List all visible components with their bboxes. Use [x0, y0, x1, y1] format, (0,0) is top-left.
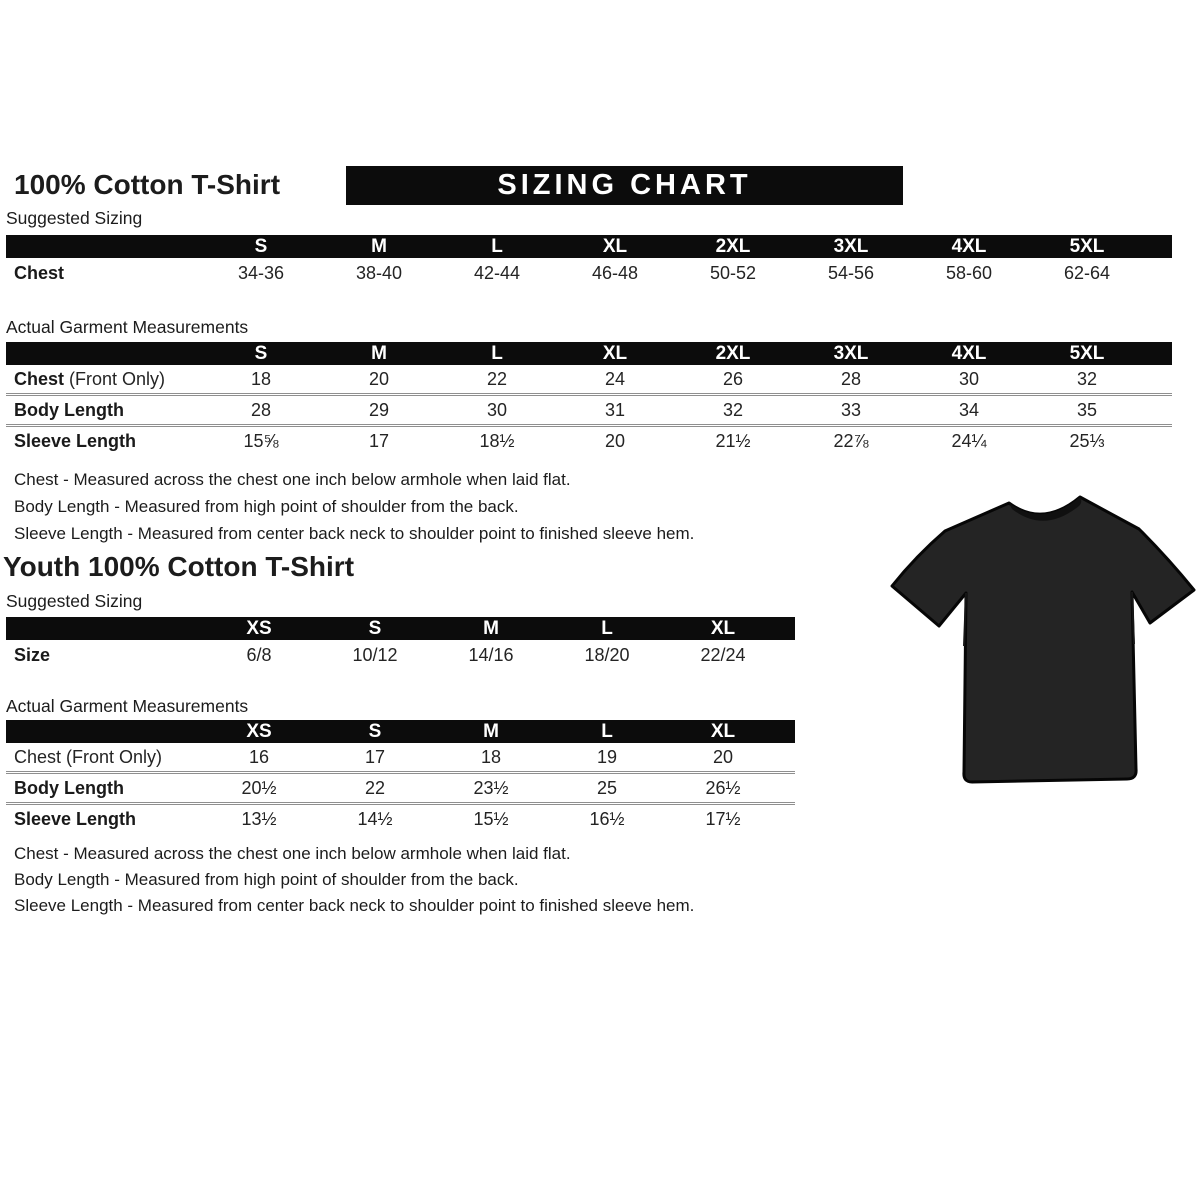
- size-header-cell: L: [491, 342, 503, 364]
- measurement-cell: 28: [840, 368, 862, 389]
- adult-suggested-table-wrap: [6, 235, 1172, 289]
- header-spacer-cell: [1146, 342, 1172, 365]
- size-header-cell: S: [368, 617, 382, 639]
- sizing-chart-banner: [346, 166, 903, 205]
- measurement-cell: 42-44: [473, 263, 521, 283]
- measurement-cell: 22⅞: [792, 426, 910, 456]
- measurement-cell: 17: [320, 426, 438, 456]
- size-header-cell: XL: [602, 342, 628, 364]
- measurement-cell: 33: [792, 395, 910, 426]
- measurement-cell: 18½: [438, 426, 556, 456]
- size-header-cell: M: [483, 617, 499, 639]
- row-spacer-cell: [781, 804, 795, 834]
- measurement-cell: 20½: [201, 773, 317, 804]
- size-header-cell: L: [491, 235, 503, 257]
- size-header-cell: 5XL: [1069, 342, 1105, 364]
- measurement-cell: 18/20: [584, 645, 630, 665]
- measurement-cell: 32: [1076, 368, 1098, 389]
- size-header-cell: 2XL: [715, 235, 751, 257]
- measurement-cell: 24: [604, 368, 626, 389]
- size-header-cell: S: [254, 235, 268, 257]
- note-chest: Chest - Measured across the chest one inch below armhole when laid flat.: [14, 470, 571, 489]
- row-label: Sleeve Length: [6, 804, 201, 834]
- youth-actual-table-wrap: [6, 720, 795, 833]
- measurement-cell: 58-60: [945, 263, 993, 283]
- row-spacer-cell: [1146, 258, 1172, 289]
- measurement-row: [6, 743, 795, 773]
- size-header-row: [6, 720, 795, 743]
- header-corner-cell: [6, 342, 202, 365]
- measurement-cell: 30: [438, 395, 556, 426]
- note-body-length: Body Length - Measured from high point of shoulder from the back.: [14, 870, 519, 889]
- measurement-cell: 38-40: [355, 263, 403, 283]
- size-header-cell: XS: [246, 720, 272, 742]
- size-header-row: [6, 235, 1172, 258]
- row-label: Chest: [14, 263, 65, 283]
- size-header-cell: XL: [710, 617, 736, 639]
- measurement-cell: 54-56: [827, 263, 875, 283]
- measurement-cell: 20: [556, 426, 674, 456]
- measurement-cell: 14/16: [468, 645, 514, 665]
- measurement-cell: 25: [549, 773, 665, 804]
- measurement-row: [6, 773, 795, 804]
- youth-suggested-table-wrap: [6, 617, 795, 671]
- measurement-cell: 18: [250, 368, 272, 389]
- row-spacer-cell: [781, 640, 795, 671]
- size-header-row: [6, 342, 1172, 365]
- measurement-row: [6, 395, 1172, 426]
- sizing-chart-banner-text: SIZING CHART: [497, 169, 752, 201]
- row-spacer-cell: [1146, 365, 1172, 395]
- size-header-cell: L: [601, 720, 613, 742]
- measurement-cell: 26: [722, 368, 744, 389]
- adult-actual-table-wrap: [6, 342, 1172, 455]
- measurement-row: [6, 365, 1172, 395]
- measurement-cell: 24¼: [910, 426, 1028, 456]
- row-label: Chest (Front Only): [14, 746, 163, 767]
- header-corner-cell: [6, 720, 201, 743]
- size-header-cell: S: [368, 720, 382, 742]
- measurement-cell: 34-36: [237, 263, 285, 283]
- measurement-row: [6, 426, 1172, 456]
- size-header-cell: 4XL: [951, 235, 987, 257]
- adult-notes: [14, 466, 694, 547]
- size-header-cell: S: [254, 342, 268, 364]
- youth-actual-label: Actual Garment Measurements: [6, 696, 249, 716]
- note-body-length: Body Length - Measured from high point of shoulder from the back.: [14, 497, 519, 516]
- measurement-cell: 18: [480, 746, 502, 767]
- note-sleeve-length: Sleeve Length - Measured from center back neck to shoulder point to finished sleeve hem.: [14, 896, 695, 915]
- row-spacer-cell: [1146, 395, 1172, 426]
- header-spacer-cell: [781, 617, 795, 640]
- measurement-cell: 20: [712, 746, 734, 767]
- adult-suggested-label: Suggested Sizing: [6, 208, 143, 228]
- tshirt-image: [886, 486, 1200, 800]
- row-label: Size: [14, 645, 51, 665]
- size-header-cell: XL: [602, 235, 628, 257]
- tshirt-body: [892, 497, 1194, 782]
- size-header-cell: M: [371, 342, 387, 364]
- row-label: Body Length: [6, 395, 202, 426]
- youth-title: Youth 100% Cotton T-Shirt: [3, 551, 355, 582]
- youth-actual-table: [6, 720, 795, 833]
- size-header-cell: L: [601, 617, 613, 639]
- size-header-cell: XL: [710, 720, 736, 742]
- measurement-cell: 35: [1028, 395, 1146, 426]
- row-label: Sleeve Length: [6, 426, 202, 456]
- measurement-cell: 26½: [665, 773, 781, 804]
- measurement-cell: 22: [317, 773, 433, 804]
- measurement-cell: 50-52: [709, 263, 757, 283]
- row-spacer-cell: [781, 743, 795, 773]
- measurement-cell: 6/8: [246, 645, 272, 665]
- measurement-cell: 30: [958, 368, 980, 389]
- measurement-row: [6, 258, 1172, 289]
- measurement-cell: 19: [596, 746, 618, 767]
- measurement-row: [6, 640, 795, 671]
- measurement-cell: 13½: [201, 804, 317, 834]
- measurement-row: [6, 804, 795, 834]
- measurement-cell: 20: [368, 368, 390, 389]
- size-header-cell: 4XL: [951, 342, 987, 364]
- row-spacer-cell: [1146, 426, 1172, 456]
- adult-title: 100% Cotton T-Shirt: [14, 169, 281, 200]
- measurement-cell: 15⅝: [202, 426, 320, 456]
- measurement-cell: 32: [674, 395, 792, 426]
- size-header-cell: 3XL: [833, 342, 869, 364]
- header-corner-cell: [6, 235, 202, 258]
- measurement-cell: 17½: [665, 804, 781, 834]
- measurement-cell: 29: [320, 395, 438, 426]
- youth-notes: [14, 841, 694, 919]
- adult-actual-label: Actual Garment Measurements: [6, 317, 249, 337]
- measurement-cell: 17: [364, 746, 386, 767]
- row-label: Body Length: [6, 773, 201, 804]
- note-sleeve-length: Sleeve Length - Measured from center back neck to shoulder point to finished sleeve hem.: [14, 524, 695, 543]
- size-header-cell: XS: [246, 617, 272, 639]
- measurement-cell: 28: [202, 395, 320, 426]
- measurement-cell: 25⅓: [1028, 426, 1146, 456]
- measurement-cell: 22: [486, 368, 508, 389]
- measurement-cell: 16: [248, 746, 270, 767]
- size-header-cell: 5XL: [1069, 235, 1105, 257]
- measurement-cell: 31: [556, 395, 674, 426]
- header-spacer-cell: [781, 720, 795, 743]
- header-corner-cell: [6, 617, 201, 640]
- size-header-cell: M: [483, 720, 499, 742]
- size-header-cell: 2XL: [715, 342, 751, 364]
- row-spacer-cell: [781, 773, 795, 804]
- measurement-cell: 62-64: [1063, 263, 1111, 283]
- measurement-cell: 14½: [317, 804, 433, 834]
- note-chest: Chest - Measured across the chest one inch below armhole when laid flat.: [14, 844, 571, 863]
- row-label: Chest (Front Only): [14, 368, 166, 389]
- header-spacer-cell: [1146, 235, 1172, 258]
- measurement-cell: 10/12: [352, 645, 398, 665]
- measurement-cell: 21½: [674, 426, 792, 456]
- youth-suggested-table: [6, 617, 795, 671]
- size-header-row: [6, 617, 795, 640]
- adult-actual-table: [6, 342, 1172, 455]
- measurement-cell: 15½: [433, 804, 549, 834]
- size-header-cell: M: [371, 235, 387, 257]
- measurement-cell: 46-48: [591, 263, 639, 283]
- adult-suggested-table: [6, 235, 1172, 289]
- size-header-cell: 3XL: [833, 235, 869, 257]
- measurement-cell: 23½: [433, 773, 549, 804]
- measurement-cell: 16½: [549, 804, 665, 834]
- youth-suggested-label: Suggested Sizing: [6, 591, 143, 611]
- measurement-cell: 34: [910, 395, 1028, 426]
- measurement-cell: 22/24: [700, 645, 746, 665]
